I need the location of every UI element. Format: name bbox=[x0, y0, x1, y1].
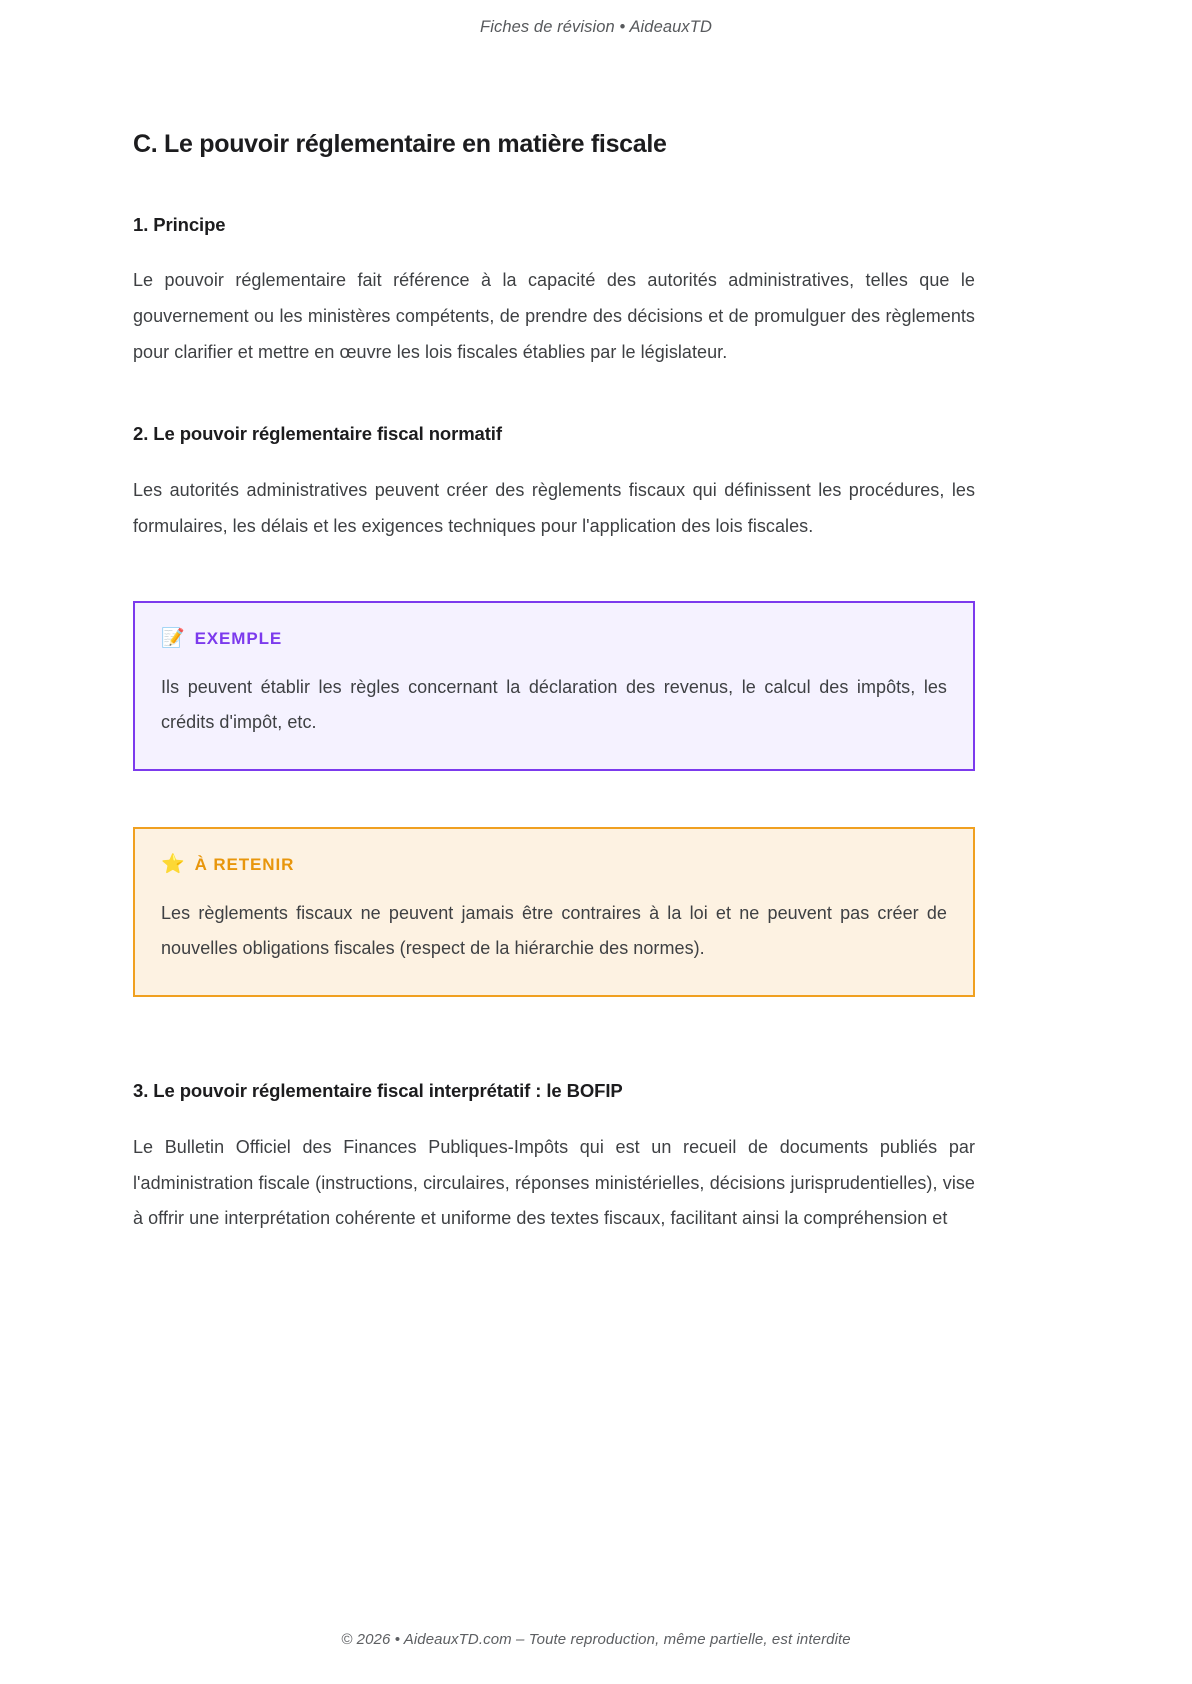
callout-retain-label bbox=[161, 852, 947, 875]
document-content bbox=[133, 128, 975, 1237]
paragraph-bofip: Le Bulletin Officiel des Finances Publiques-Impôts qui est un recueil de documents publiés par l'administration fiscale (instructions, circulaires, réponses ministérielles, décisions jurisprudentielles), vise à offrir une interprétation cohérente et uniforme des textes fiscaux, facilitant ainsi la compréhension et bbox=[133, 1137, 975, 1229]
callout-example bbox=[133, 601, 975, 771]
page-footer-copyright: © 2026 • AideauxTD.com – Toute reproduction, même partielle, est interdite bbox=[341, 1631, 851, 1648]
callout-retain bbox=[133, 827, 975, 997]
page-title: C. Le pouvoir réglementaire en matière fiscale bbox=[133, 130, 667, 158]
subsection-heading-3: 3. Le pouvoir réglementaire fiscal interprétatif : le BOFIP bbox=[133, 1080, 623, 1102]
callout-example-body: Ils peuvent établir les règles concernant la déclaration des revenus, le calcul des impôts, les crédits d'impôt, etc. bbox=[161, 676, 947, 733]
subsection-heading-2: 2. Le pouvoir réglementaire fiscal normatif bbox=[133, 423, 502, 445]
running-header: Fiches de révision • AideauxTD bbox=[480, 18, 712, 36]
callout-retain-label-text: À RETENIR bbox=[194, 854, 295, 874]
callout-retain-body: Les règlements fiscaux ne peuvent jamais être contraires à la loi et ne peuvent pas créer de nouvelles obligations fiscales (respect de la hiérarchie des normes). bbox=[161, 902, 947, 959]
callout-example-label bbox=[161, 626, 947, 649]
paragraph-principe: Le pouvoir réglementaire fait référence à la capacité des autorités administratives, telles que le gouvernement ou les ministères compétents, de prendre des décisions et de promulguer des règlements pour clarifier et mettre en œuvre les lois fiscales établies par le législateur. bbox=[133, 270, 975, 362]
paragraph-normatif: Les autorités administratives peuvent créer des règlements fiscaux qui définissent les procédures, les formulaires, les délais et les exigences techniques pour l'application des lois fiscales. bbox=[133, 480, 975, 536]
callout-spacer bbox=[133, 997, 975, 1027]
subsection-heading-1: 1. Principe bbox=[133, 213, 226, 235]
callout-example-label-text: EXEMPLE bbox=[194, 628, 283, 648]
star-icon: ⭐ bbox=[161, 852, 186, 875]
memo-icon: 📝 bbox=[161, 626, 186, 649]
